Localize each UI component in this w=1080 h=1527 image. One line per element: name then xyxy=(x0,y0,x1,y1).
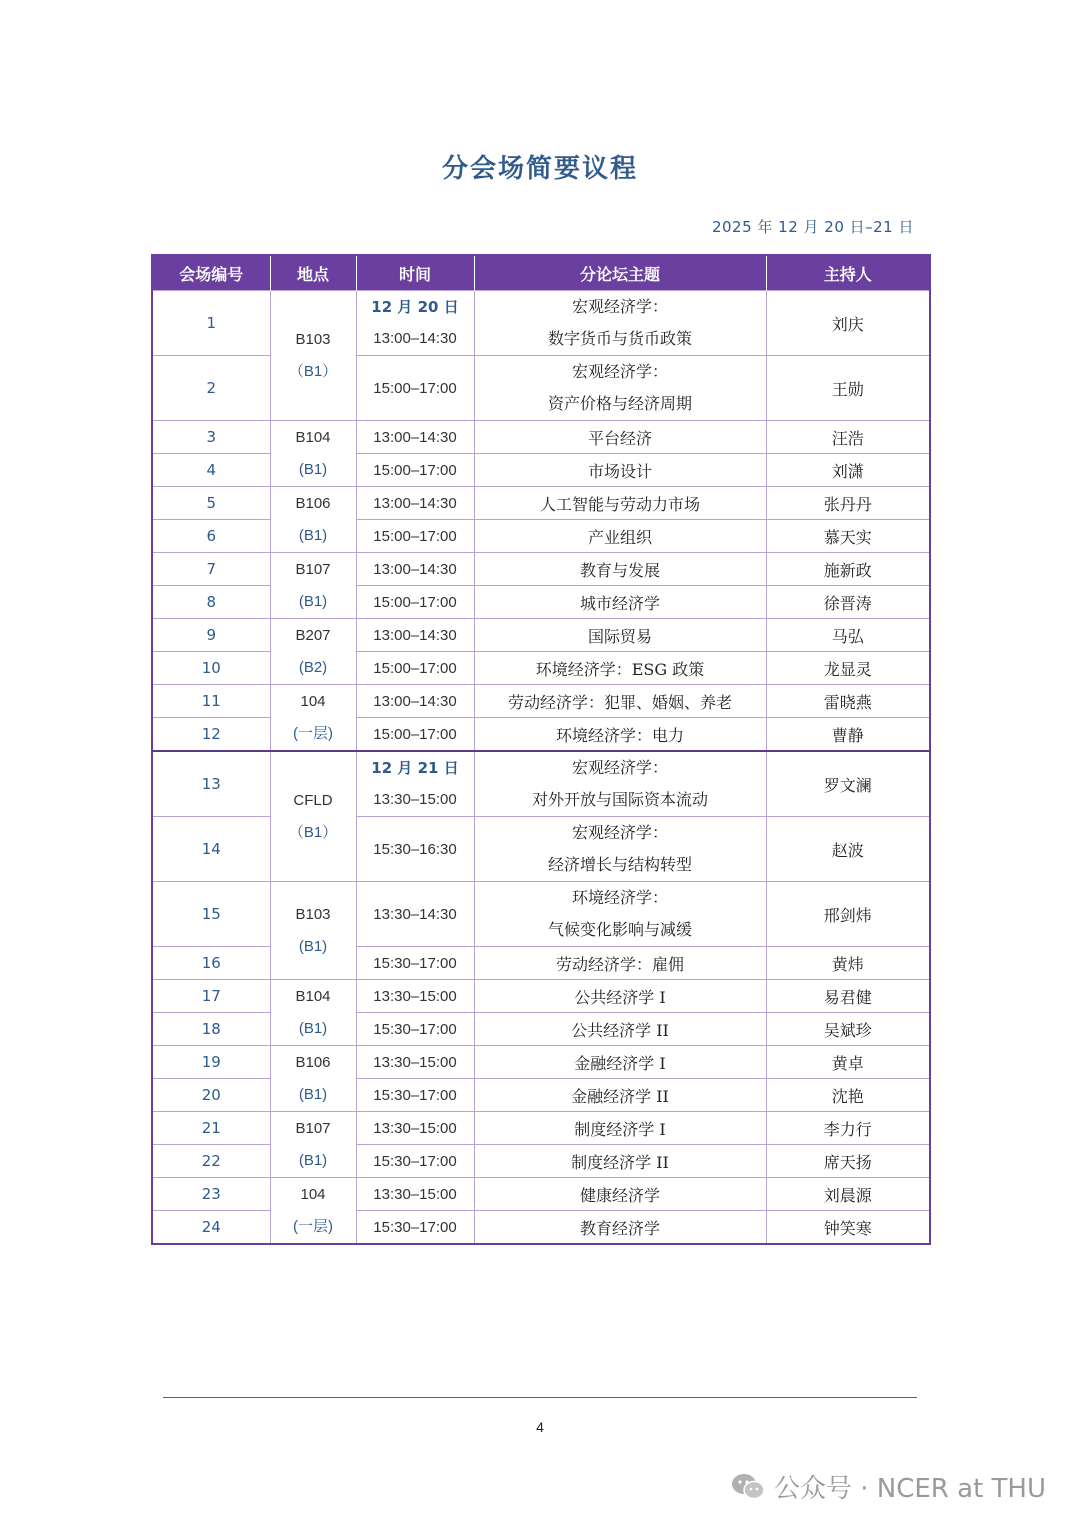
topic-text: 金融经济学 I xyxy=(474,1046,766,1079)
time-text: 13:30–15:00 xyxy=(356,980,474,1013)
time-text: 13:00–14:30 xyxy=(356,685,474,718)
location-room: B107 xyxy=(295,560,331,578)
topic-cell xyxy=(474,356,766,421)
host-name: 张丹丹 xyxy=(766,487,930,520)
host-name: 易君健 xyxy=(766,980,930,1013)
time-text: 13:30–15:00 xyxy=(356,1112,474,1145)
topic-text: 公共经济学 II xyxy=(474,1013,766,1046)
time-text: 15:30–17:00 xyxy=(356,1013,474,1046)
topic-cell xyxy=(474,291,766,356)
host-name: 慕天实 xyxy=(766,520,930,553)
topic-line: 宏观经济学： xyxy=(571,823,668,842)
location-cell xyxy=(270,291,356,421)
topic-text: 劳动经济学：犯罪、婚姻、养老 xyxy=(474,685,766,718)
time-text: 13:00–14:30 xyxy=(356,421,474,454)
topic-line: 资产价格与经济周期 xyxy=(547,394,692,413)
header-host: 主持人 xyxy=(766,255,930,291)
time-text: 15:00–17:00 xyxy=(356,356,474,421)
location-room: CFLD xyxy=(293,791,333,809)
location-room: B103 xyxy=(295,330,331,348)
table-row xyxy=(152,1079,930,1112)
time-text: 15:30–16:30 xyxy=(356,817,474,882)
session-number: 9 xyxy=(152,619,270,652)
table-row xyxy=(152,1046,930,1079)
location-floor: （B1） xyxy=(288,823,338,841)
location-cell xyxy=(270,685,356,752)
topic-text: 教育经济学 xyxy=(474,1211,766,1245)
page-number: 4 xyxy=(536,1419,544,1435)
topic-text: 环境经济学：电力 xyxy=(474,718,766,752)
session-number: 10 xyxy=(152,652,270,685)
session-number: 20 xyxy=(152,1079,270,1112)
location-floor: (一层) xyxy=(293,1217,333,1235)
topic-line: 宏观经济学： xyxy=(571,297,668,316)
location-room: B104 xyxy=(295,428,331,446)
table-row xyxy=(152,718,930,752)
session-number: 17 xyxy=(152,980,270,1013)
host-name: 刘庆 xyxy=(766,291,930,356)
location-cell xyxy=(270,980,356,1046)
session-number: 24 xyxy=(152,1211,270,1245)
topic-line: 对外开放与国际资本流动 xyxy=(531,790,708,809)
location-floor: (B2) xyxy=(298,658,328,676)
host-name: 吴斌珍 xyxy=(766,1013,930,1046)
host-name: 龙显灵 xyxy=(766,652,930,685)
topic-cell xyxy=(474,817,766,882)
host-name: 徐晋涛 xyxy=(766,586,930,619)
topic-text: 产业组织 xyxy=(474,520,766,553)
session-number: 14 xyxy=(152,817,270,882)
table-row xyxy=(152,1178,930,1211)
time-text: 15:30–17:00 xyxy=(356,1079,474,1112)
location-floor: (B1) xyxy=(298,592,328,610)
location-floor: (B1) xyxy=(298,1085,328,1103)
time-text: 13:30–14:30 xyxy=(356,882,474,947)
host-name: 席天扬 xyxy=(766,1145,930,1178)
session-number: 6 xyxy=(152,520,270,553)
host-name: 汪浩 xyxy=(766,421,930,454)
time-text: 13:30–15:00 xyxy=(373,791,457,808)
session-number: 22 xyxy=(152,1145,270,1178)
table-row xyxy=(152,1211,930,1245)
topic-line: 数字货币与货币政策 xyxy=(547,329,692,348)
location-room: 104 xyxy=(300,1185,326,1203)
host-name: 黄卓 xyxy=(766,1046,930,1079)
header-row xyxy=(152,255,930,291)
page-title: 分会场简要议程 xyxy=(441,154,638,184)
table-row xyxy=(152,1112,930,1145)
location-cell xyxy=(270,421,356,487)
location-floor: (B1) xyxy=(298,526,328,544)
table-row xyxy=(152,652,930,685)
location-cell xyxy=(270,553,356,619)
watermark xyxy=(730,1468,1046,1505)
day-label: 12 月 21 日 xyxy=(371,759,459,777)
host-name: 罗文澜 xyxy=(766,751,930,817)
time-text: 15:30–17:00 xyxy=(356,1145,474,1178)
topic-line: 宏观经济学： xyxy=(571,362,668,381)
session-number: 21 xyxy=(152,1112,270,1145)
topic-text: 城市经济学 xyxy=(474,586,766,619)
location-room: B103 xyxy=(295,905,331,923)
topic-text: 劳动经济学：雇佣 xyxy=(474,947,766,980)
host-name: 王勋 xyxy=(766,356,930,421)
table-row xyxy=(152,291,930,356)
session-number: 19 xyxy=(152,1046,270,1079)
session-number: 16 xyxy=(152,947,270,980)
host-name: 马弘 xyxy=(766,619,930,652)
topic-line: 宏观经济学： xyxy=(571,758,668,777)
time-text: 15:00–17:00 xyxy=(356,718,474,752)
session-number: 7 xyxy=(152,553,270,586)
session-number: 3 xyxy=(152,421,270,454)
topic-line: 经济增长与结构转型 xyxy=(547,855,692,874)
topic-line: 气候变化影响与减缓 xyxy=(547,920,692,939)
time-text: 13:00–14:30 xyxy=(356,487,474,520)
table-row xyxy=(152,817,930,882)
table-row xyxy=(152,421,930,454)
host-name: 刘潇 xyxy=(766,454,930,487)
topic-text: 金融经济学 II xyxy=(474,1079,766,1112)
time-text: 13:00–14:30 xyxy=(356,553,474,586)
location-floor: (一层) xyxy=(293,724,333,742)
location-cell xyxy=(270,1112,356,1178)
table-row xyxy=(152,1013,930,1046)
topic-text: 平台经济 xyxy=(474,421,766,454)
topic-text: 市场设计 xyxy=(474,454,766,487)
location-cell xyxy=(270,882,356,980)
header-time: 时间 xyxy=(356,255,474,291)
session-number: 12 xyxy=(152,718,270,752)
location-room: B106 xyxy=(295,1053,331,1071)
host-name: 邢剑炜 xyxy=(766,882,930,947)
table-row xyxy=(152,553,930,586)
location-floor: (B1) xyxy=(298,1151,328,1169)
time-text: 13:30–15:00 xyxy=(356,1046,474,1079)
host-name: 李力行 xyxy=(766,1112,930,1145)
time-cell xyxy=(356,291,474,356)
host-name: 钟笑寒 xyxy=(766,1211,930,1245)
table-row xyxy=(152,586,930,619)
session-number: 4 xyxy=(152,454,270,487)
location-cell xyxy=(270,1178,356,1245)
date-range: 2025 年 12 月 20 日–21 日 xyxy=(711,218,914,236)
location-floor: （B1） xyxy=(288,362,338,380)
topic-cell xyxy=(474,882,766,947)
table-row xyxy=(152,454,930,487)
location-cell xyxy=(270,487,356,553)
session-number: 8 xyxy=(152,586,270,619)
topic-text: 国际贸易 xyxy=(474,619,766,652)
location-floor: (B1) xyxy=(298,937,328,955)
time-text: 13:00–14:30 xyxy=(356,619,474,652)
watermark-text: 公众号 · NCER at THU xyxy=(773,1474,1046,1504)
time-text: 13:00–14:30 xyxy=(373,330,457,347)
time-text: 15:00–17:00 xyxy=(356,520,474,553)
location-room: B104 xyxy=(295,987,331,1005)
time-text: 15:30–17:00 xyxy=(356,947,474,980)
location-floor: (B1) xyxy=(298,1019,328,1037)
location-room: B207 xyxy=(295,626,331,644)
session-number: 5 xyxy=(152,487,270,520)
location-cell xyxy=(270,1046,356,1112)
topic-text: 公共经济学 I xyxy=(474,980,766,1013)
session-number: 11 xyxy=(152,685,270,718)
table-row xyxy=(152,520,930,553)
location-room: B107 xyxy=(295,1119,331,1137)
host-name: 沈艳 xyxy=(766,1079,930,1112)
host-name: 雷晓燕 xyxy=(766,685,930,718)
table-row xyxy=(152,882,930,947)
time-text: 15:00–17:00 xyxy=(356,454,474,487)
topic-text: 健康经济学 xyxy=(474,1178,766,1211)
host-name: 刘晨源 xyxy=(766,1178,930,1211)
topic-line: 环境经济学： xyxy=(571,888,668,907)
table-row xyxy=(152,685,930,718)
table-row xyxy=(152,356,930,421)
topic-text: 教育与发展 xyxy=(474,553,766,586)
time-text: 13:30–15:00 xyxy=(356,1178,474,1211)
header-session-no: 会场编号 xyxy=(152,255,270,291)
topic-text: 制度经济学 I xyxy=(474,1112,766,1145)
day-label: 12 月 20 日 xyxy=(371,298,459,316)
table-row xyxy=(152,947,930,980)
host-name: 赵波 xyxy=(766,817,930,882)
agenda-table xyxy=(151,254,931,1245)
table-row xyxy=(152,1145,930,1178)
session-number: 13 xyxy=(152,751,270,817)
table-row xyxy=(152,980,930,1013)
header-topic: 分论坛主题 xyxy=(474,255,766,291)
footer-divider xyxy=(163,1397,917,1398)
table-row xyxy=(152,487,930,520)
host-name: 曹静 xyxy=(766,718,930,752)
wechat-icon xyxy=(730,1472,766,1502)
time-text: 15:30–17:00 xyxy=(356,1211,474,1245)
host-name: 黄炜 xyxy=(766,947,930,980)
location-floor: (B1) xyxy=(298,460,328,478)
header-location: 地点 xyxy=(270,255,356,291)
location-cell xyxy=(270,619,356,685)
host-name: 施新政 xyxy=(766,553,930,586)
location-room: 104 xyxy=(300,692,326,710)
location-cell xyxy=(270,751,356,882)
topic-text: 环境经济学：ESG 政策 xyxy=(474,652,766,685)
session-number: 18 xyxy=(152,1013,270,1046)
time-cell xyxy=(356,751,474,817)
table-row xyxy=(152,751,930,817)
session-number: 23 xyxy=(152,1178,270,1211)
location-room: B106 xyxy=(295,494,331,512)
session-number: 15 xyxy=(152,882,270,947)
session-number: 1 xyxy=(152,291,270,356)
time-text: 15:00–17:00 xyxy=(356,652,474,685)
time-text: 15:00–17:00 xyxy=(356,586,474,619)
table-row xyxy=(152,619,930,652)
session-number: 2 xyxy=(152,356,270,421)
topic-text: 制度经济学 II xyxy=(474,1145,766,1178)
topic-cell xyxy=(474,751,766,817)
topic-text: 人工智能与劳动力市场 xyxy=(474,487,766,520)
